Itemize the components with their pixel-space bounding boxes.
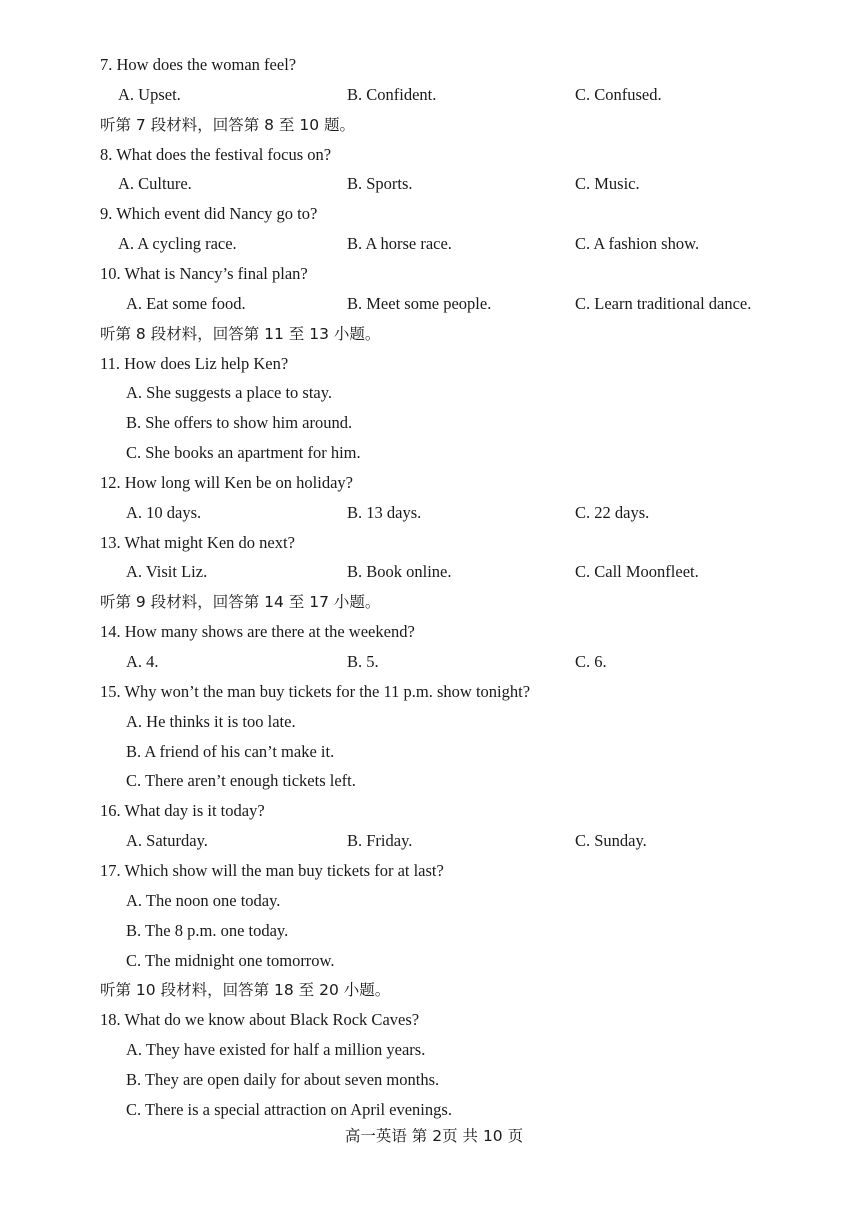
option-text: A. The noon one today. — [126, 891, 281, 910]
question-line — [0, 262, 868, 286]
option-line — [0, 1038, 868, 1062]
option-a: A. Saturday. — [126, 831, 208, 850]
option-row — [0, 650, 868, 674]
option-c: C. Music. — [575, 174, 640, 193]
question-text: 17. Which show will the man buy tickets for at last? — [100, 861, 444, 880]
option-c: C. Sunday. — [575, 831, 647, 850]
section-instruction — [0, 978, 868, 1002]
section-instruction — [0, 322, 868, 346]
question-line — [0, 620, 868, 644]
option-line — [0, 769, 868, 793]
section-instruction — [0, 590, 868, 614]
question-line — [0, 202, 868, 226]
section-instruction-text: 听第 9 段材料，回答第 14 至 17 小题。 — [100, 593, 381, 611]
question-text: 13. What might Ken do next? — [100, 533, 295, 552]
option-text: C. There is a special attraction on April evenings. — [126, 1100, 452, 1119]
option-line — [0, 919, 868, 943]
option-text: B. The 8 p.m. one today. — [126, 921, 289, 940]
option-row — [0, 829, 868, 853]
page-footer: 高一英语 第 2页 共 10 页 — [344, 1127, 524, 1145]
option-text: C. She books an apartment for him. — [126, 443, 361, 462]
option-a: A. 4. — [126, 652, 159, 671]
option-text: B. A friend of his can’t make it. — [126, 742, 335, 761]
option-row — [0, 232, 868, 256]
question-line — [0, 352, 868, 376]
section-instruction-text: 听第 7 段材料，回答第 8 至 10 题。 — [100, 116, 356, 134]
question-text: 16. What day is it today? — [100, 801, 265, 820]
option-a: A. Culture. — [118, 174, 192, 193]
question-text: 8. What does the festival focus on? — [100, 145, 332, 164]
option-line — [0, 1098, 868, 1122]
question-line — [0, 799, 868, 823]
option-a: A. Eat some food. — [126, 294, 246, 313]
question-line — [0, 680, 868, 704]
option-row — [0, 560, 868, 584]
question-text: 18. What do we know about Black Rock Caves? — [100, 1010, 420, 1029]
option-c: C. Confused. — [575, 85, 662, 104]
option-line — [0, 740, 868, 764]
option-a: A. A cycling race. — [118, 234, 237, 253]
option-text: C. There aren’t enough tickets left. — [126, 771, 356, 790]
option-text: B. They are open daily for about seven months. — [126, 1070, 440, 1089]
option-c: C. A fashion show. — [575, 234, 700, 253]
question-line — [0, 1008, 868, 1032]
option-c: C. Call Moonfleet. — [575, 562, 699, 581]
option-text: A. She suggests a place to stay. — [126, 383, 333, 402]
option-b: B. 5. — [347, 652, 379, 671]
option-b: B. Friday. — [347, 831, 413, 850]
section-instruction-text: 听第 10 段材料，回答第 18 至 20 小题。 — [100, 981, 391, 999]
question-text: 10. What is Nancy’s final plan? — [100, 264, 308, 283]
option-line — [0, 949, 868, 973]
option-b: B. Book online. — [347, 562, 452, 581]
option-c: C. 6. — [575, 652, 607, 671]
section-instruction-text: 听第 8 段材料，回答第 11 至 13 小题。 — [100, 325, 381, 343]
question-text: 15. Why won’t the man buy tickets for the 11 p.m. show tonight? — [100, 682, 531, 701]
option-line — [0, 1068, 868, 1092]
option-c: C. 22 days. — [575, 503, 650, 522]
option-b: B. Sports. — [347, 174, 413, 193]
option-text: A. They have existed for half a million years. — [126, 1040, 426, 1059]
option-c: C. Learn traditional dance. — [575, 294, 752, 313]
option-line — [0, 441, 868, 465]
option-text: A. He thinks it is too late. — [126, 712, 296, 731]
question-text: 9. Which event did Nancy go to? — [100, 204, 318, 223]
option-row — [0, 172, 868, 196]
question-line — [0, 531, 868, 555]
option-line — [0, 411, 868, 435]
question-text: 14. How many shows are there at the weekend? — [100, 622, 415, 641]
section-instruction — [0, 113, 868, 137]
option-b: B. 13 days. — [347, 503, 422, 522]
question-line — [0, 53, 868, 77]
option-a: A. Upset. — [118, 85, 181, 104]
option-a: A. 10 days. — [126, 503, 202, 522]
question-line — [0, 143, 868, 167]
option-line — [0, 710, 868, 734]
option-b: B. A horse race. — [347, 234, 452, 253]
option-line — [0, 889, 868, 913]
question-text: 11. How does Liz help Ken? — [100, 354, 289, 373]
option-row — [0, 501, 868, 525]
option-b: B. Meet some people. — [347, 294, 492, 313]
question-line — [0, 859, 868, 883]
option-line — [0, 381, 868, 405]
option-row — [0, 292, 868, 316]
option-text: C. The midnight one tomorrow. — [126, 951, 335, 970]
option-row — [0, 83, 868, 107]
option-a: A. Visit Liz. — [126, 562, 208, 581]
question-text: 12. How long will Ken be on holiday? — [100, 473, 353, 492]
option-b: B. Confident. — [347, 85, 437, 104]
option-text: B. She offers to show him around. — [126, 413, 353, 432]
question-line — [0, 471, 868, 495]
question-text: 7. How does the woman feel? — [100, 55, 297, 74]
